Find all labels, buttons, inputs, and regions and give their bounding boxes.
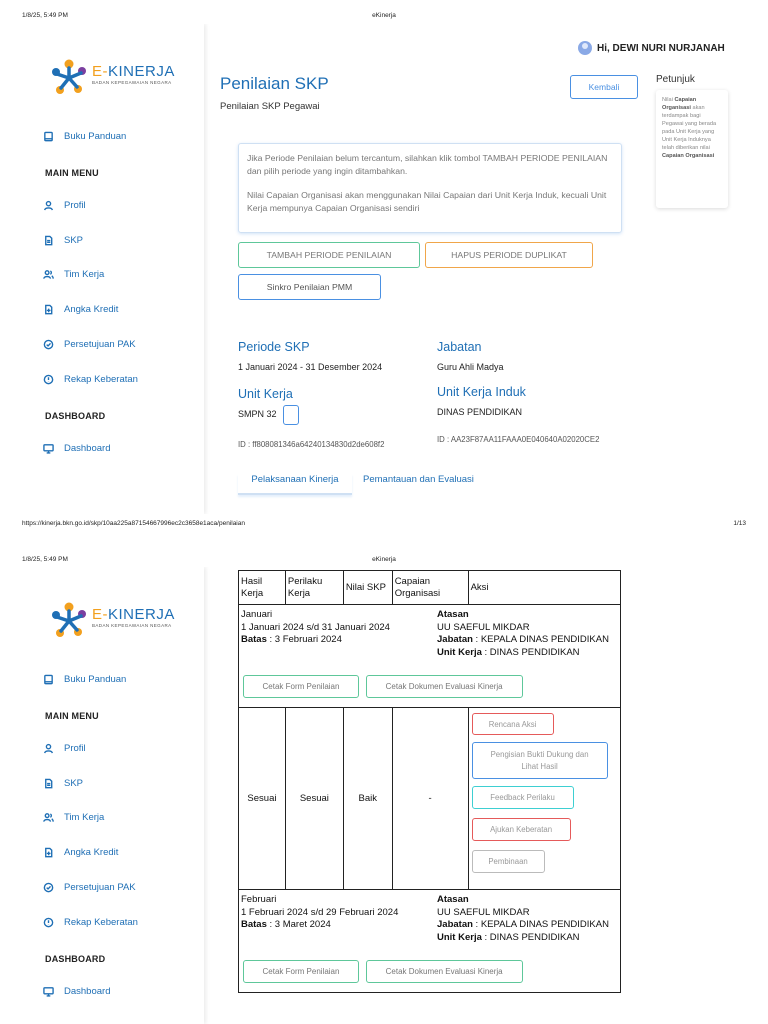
sidebar-item-persetujuan-pak[interactable] [42,338,136,350]
sidebar [0,24,204,514]
sidebar-item-label: Buku Panduan [64,130,127,142]
user-menu[interactable] [578,41,725,55]
sidebar-item-rekap-keberatan[interactable] [42,373,138,385]
alert-circle-icon [42,916,54,928]
sidebar-item-label: SKP [64,234,84,246]
sidebar-item-label: Persetujuan PAK [64,881,136,893]
file-plus-icon [42,846,54,858]
atasan-label: Atasan [437,894,469,905]
unit-edit-button[interactable] [283,405,299,425]
app-logo[interactable] [48,597,198,641]
document-icon [42,777,54,789]
atasan-unit: Unit Kerja : DINAS PENDIDIKAN [437,646,580,658]
atasan-label: Atasan [437,609,469,620]
print-datetime: 1/8/25, 5:49 PM [22,556,68,563]
pembinaan-button[interactable]: Pembinaan [472,850,545,873]
sidebar-item-persetujuan-pak[interactable] [42,881,136,893]
sidebar-item-label: Rekap Keberatan [64,373,138,385]
sidebar-item-label: Tim Kerja [64,268,105,280]
logo-subtitle: BADAN KEPEGAWAIAN NEGARA [92,80,172,85]
sidebar-item-angka-kredit[interactable] [42,303,118,315]
users-icon [42,268,54,280]
ajukan-keberatan-button[interactable]: Ajukan Keberatan [472,818,571,841]
column-header: Perilaku Kerja [285,571,343,605]
info-text-1: Jika Periode Penilaian belum tercantum, silahkan klik tombol TAMBAH PERIODE PENILAIAN dan pilih periode yang ingin ditambahkan. [247,153,608,176]
avatar [578,41,592,55]
logo-name: E-KINERJA [92,606,175,623]
print-evaluation-button[interactable]: Cetak Dokumen Evaluasi Kinerja [366,960,523,983]
sidebar-item-label: Angka Kredit [64,846,119,858]
sidebar-item-profil[interactable] [42,742,86,754]
print-page-number: 1/13 [733,520,746,527]
month-deadline: Batas : 3 Maret 2024 [241,919,331,930]
table-row [239,708,621,890]
month-block-januari [239,605,620,707]
info-text-2: Nilai Capaian Organisasi akan menggunakan Nilai Capaian dari Unit Kerja Induk, kecuali Unit Kerja mempunya Capaian Organisasi sendiri [247,190,607,213]
monitor-icon [42,985,54,997]
bukti-dukung-button[interactable]: Pengisian Bukti Dukung dan Lihat Hasil [472,742,608,779]
main-menu-heading: MAIN MENU [45,168,99,178]
sidebar-item-rekap-keberatan[interactable] [42,916,138,928]
sidebar-item-label: Tim Kerja [64,811,105,823]
back-button[interactable]: Kembali [570,75,638,99]
feedback-perilaku-button[interactable]: Feedback Perilaku [472,786,574,809]
tab-pemantauan-evaluasi[interactable]: Pemantauan dan Evaluasi [363,474,474,485]
month-name: Februari [241,894,277,905]
sidebar-item-dashboard[interactable] [42,442,110,454]
table-row-januari [239,605,621,708]
sidebar-item-buku-panduan[interactable] [42,673,126,685]
sidebar-item-skp[interactable] [42,777,83,789]
print-datetime: 1/8/25, 5:49 PM [22,12,68,19]
column-header: Capaian Organisasi [392,571,468,605]
sidebar-item-label: SKP [64,777,84,789]
atasan-jabatan: Jabatan : KEPALA DINAS PENDIDIKAN [437,634,609,645]
unit-induk-value: DINAS PENDIDIKAN [437,407,523,417]
unit-induk-label: Unit Kerja Induk [437,385,526,399]
main-menu-heading: MAIN MENU [45,711,99,721]
sidebar-item-angka-kredit[interactable] [42,846,118,858]
page-title: Penilaian SKP [220,74,329,93]
page-1 [0,24,768,514]
document-icon [42,234,54,246]
tab-pelaksanaan-kinerja[interactable]: Pelaksanaan Kinerja [238,474,352,495]
user-greeting: Hi, DEWI NURI NURJANAH [597,42,725,54]
sidebar-item-label: Persetujuan PAK [64,338,136,350]
add-period-button[interactable]: TAMBAH PERIODE PENILAIAN [238,242,420,268]
sidebar-item-skp[interactable] [42,234,83,246]
month-block-februari [239,890,620,992]
info-alert [238,143,622,233]
petunjuk-heading: Petunjuk [656,74,695,85]
sidebar-item-label: Profil [64,199,86,211]
atasan-unit: Unit Kerja : DINAS PENDIDIKAN [437,931,580,943]
aksi-cell [468,708,620,890]
petunjuk-panel: Nilai Capaian Organisasi akan terdampak bagi Pegawai yang berada pada Unit Kerja yang Unit Kerja Induknya telah diberikan nilai Capaian Organisasi [656,90,728,208]
logo-name: E-KINERJA [92,63,175,80]
sidebar-item-buku-panduan[interactable] [42,130,126,142]
hasil-kerja-cell: Sesuai [239,708,286,890]
logo-subtitle: BADAN KEPEGAWAIAN NEGARA [92,623,172,628]
rencana-aksi-button[interactable]: Rencana Aksi [472,713,554,735]
dashboard-heading: DASHBOARD [45,954,106,964]
sidebar-item-label: Rekap Keberatan [64,916,138,928]
page-2 [0,567,768,1024]
sidebar-item-label: Dashboard [64,985,111,997]
sidebar-item-label: Angka Kredit [64,303,119,315]
atasan-name: UU SAEFUL MIKDAR [437,906,530,918]
file-plus-icon [42,303,54,315]
column-header: Hasil Kerja [239,571,286,605]
table-header-row [239,571,621,605]
unit-kerja-label: Unit Kerja [238,387,293,401]
capaian-organisasi-cell: - [392,708,468,890]
user-icon [42,199,54,211]
unit-induk-id: ID : AA23F87AA11FAAA0E040640A02020CE2 [437,435,600,444]
sidebar-item-label: Buku Panduan [64,673,127,685]
sidebar [0,567,204,1024]
alert-circle-icon [42,373,54,385]
sidebar-item-label: Dashboard [64,442,111,454]
column-header: Nilai SKP [343,571,392,605]
print-evaluation-button[interactable]: Cetak Dokumen Evaluasi Kinerja [366,675,523,698]
sidebar-item-label: Profil [64,742,86,754]
print-form-button[interactable]: Cetak Form Penilaian [243,960,359,983]
month-range: 1 Februari 2024 s/d 29 Februari 2024 [241,906,399,918]
page-subtitle: Penilaian SKP Pegawai [220,101,320,112]
logo-mark-icon [48,597,90,641]
sidebar-item-tim-kerja[interactable] [42,268,104,280]
print-title: eKinerja [372,556,396,563]
unit-kerja-id: ID : ff808081346a64240134830d2de608f2 [238,440,385,449]
penilaian-table [238,570,621,993]
print-form-button[interactable]: Cetak Form Penilaian [243,675,359,698]
sidebar-item-dashboard[interactable] [42,985,110,997]
book-icon [42,673,54,685]
table-row-februari [239,890,621,993]
logo-mark-icon [48,54,90,98]
sync-pmm-button[interactable]: Sinkro Penilaian PMM [238,274,381,300]
delete-duplicate-button[interactable]: HAPUS PERIODE DUPLIKAT [425,242,593,268]
print-url: https://kinerja.bkn.go.id/skp/10aa225a87154667996ec2c3658e1aca/penilaian [22,520,245,527]
app-logo[interactable] [48,54,198,98]
perilaku-kerja-cell: Sesuai [285,708,343,890]
column-header: Aksi [468,571,620,605]
nilai-skp-cell: Baik [343,708,392,890]
jabatan-label: Jabatan [437,340,482,354]
atasan-jabatan: Jabatan : KEPALA DINAS PENDIDIKAN [437,919,609,930]
book-icon [42,130,54,142]
users-icon [42,811,54,823]
periode-label: Periode SKP [238,340,310,354]
check-circle-icon [42,881,54,893]
unit-kerja-value: SMPN 32 [238,409,277,419]
user-icon [42,742,54,754]
month-name: Januari [241,609,273,620]
sidebar-item-tim-kerja[interactable] [42,811,104,823]
month-range: 1 Januari 2024 s/d 31 Januari 2024 [241,621,390,633]
check-circle-icon [42,338,54,350]
dashboard-heading: DASHBOARD [45,411,106,421]
print-title: eKinerja [372,12,396,19]
atasan-name: UU SAEFUL MIKDAR [437,621,530,633]
monitor-icon [42,442,54,454]
periode-value: 1 Januari 2024 - 31 Desember 2024 [238,362,383,372]
month-deadline: Batas : 3 Februari 2024 [241,634,342,645]
jabatan-value: Guru Ahli Madya [437,362,504,372]
sidebar-item-profil[interactable] [42,199,86,211]
